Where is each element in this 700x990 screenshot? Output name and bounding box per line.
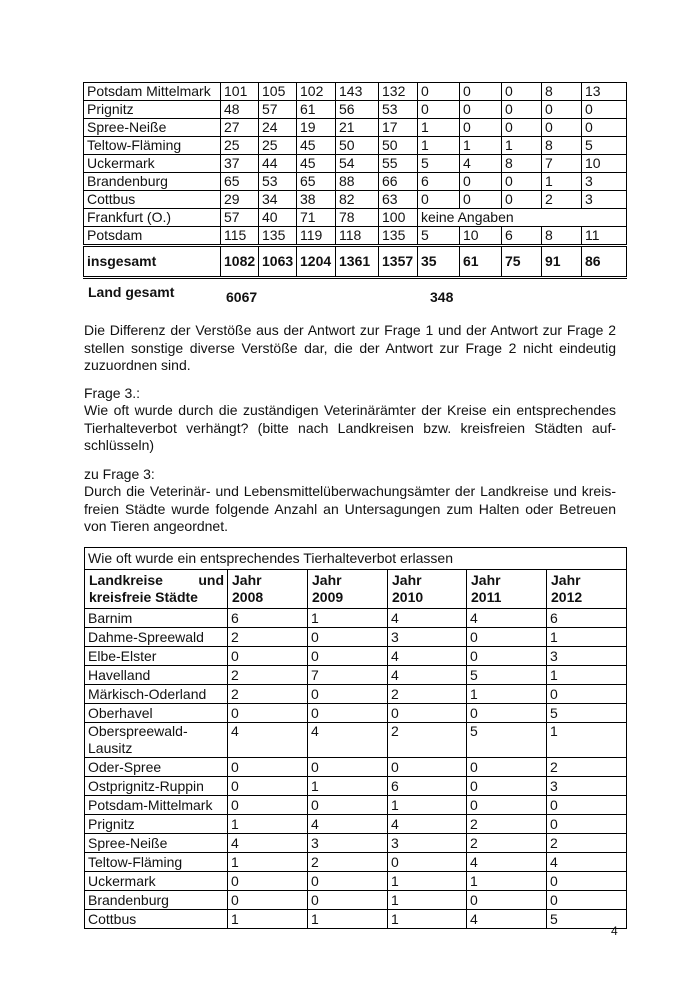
header-year: Jahr 2012 [547,570,627,609]
table-cell: 0 [502,83,542,101]
table-cell: Potsdam-Mittelmark [85,796,228,815]
table-cell: 5 [547,704,627,723]
table-cell: 5 [418,155,460,173]
table-cell: 6 [547,609,627,628]
table-cell: 50 [336,137,379,155]
table-cell: 0 [418,191,460,209]
land-gesamt-label: Land gesamt [88,284,175,300]
table-cell: 5 [467,723,547,758]
table-cell: Uckermark [84,155,221,173]
table-cell: 8 [502,155,542,173]
table-cell: 1361 [336,246,379,278]
table-cell: 61 [460,246,502,278]
table-cell: 1 [547,666,627,685]
table-cell: 1 [308,910,388,929]
table-cell: 1 [388,796,467,815]
table-cell: 3 [388,834,467,853]
table-cell: 55 [379,155,418,173]
table-cell: Teltow-Fläming [84,137,221,155]
table-cell: 0 [308,872,388,891]
table-cell: 118 [336,227,379,246]
table-cell: 25 [221,137,259,155]
table-cell: 1 [388,910,467,929]
table-cell: 35 [418,246,460,278]
table-cell: Potsdam [84,227,221,246]
table-cell: 135 [259,227,297,246]
table-row [84,209,627,227]
table-cell: 3 [582,173,627,191]
table-cell: 2 [547,834,627,853]
table-cell: 0 [308,685,388,704]
table-row [85,723,627,758]
table-cell: 0 [547,685,627,704]
table-cell: 44 [259,155,297,173]
tierhalteverbot-table [84,547,627,929]
table-cell: 54 [336,155,379,173]
answer-3-label: zu Frage 3: [84,466,155,482]
table-cell: 119 [297,227,336,246]
table-row [85,758,627,777]
table-cell: 4 [547,853,627,872]
table-row [85,704,627,723]
table-cell: 0 [467,758,547,777]
table-cell: 2 [542,191,582,209]
table-cell: 5 [582,137,627,155]
table-row [85,815,627,834]
table-cell: Frankfurt (O.) [84,209,221,227]
table-cell: 63 [379,191,418,209]
header-year: Jahr 2008 [228,570,308,609]
header-year: Jahr 2009 [308,570,388,609]
table-cell: 0 [467,704,547,723]
table-cell: Ostprignitz-Ruppin [85,777,228,796]
table-row [85,796,627,815]
paragraph-difference: Die Differenz der Verstöße aus der Antwort zur Frage 1 und der Antwort zur Frage 2 stellen sonstige diverse Verstöße dar, die der Antwort zur Frage 2 nicht eindeutig zuzuordnen sind. [84,322,616,373]
table-cell: 1 [228,853,308,872]
table-cell: 4 [308,815,388,834]
table-cell: 135 [379,227,418,246]
table-cell: 2 [228,666,308,685]
table-cell: 82 [336,191,379,209]
table-cell: Dahme-Spreewald [85,628,228,647]
violations-table-continued [83,82,627,279]
table-cell: 0 [228,796,308,815]
table-cell: 0 [460,173,502,191]
table-cell: 1204 [297,246,336,278]
table-cell: 0 [547,796,627,815]
table-cell: 4 [228,834,308,853]
table-cell: 3 [308,834,388,853]
table-cell: Cottbus [84,191,221,209]
table-cell: 4 [388,609,467,628]
table-cell: 19 [297,119,336,137]
table-cell: 34 [259,191,297,209]
table-cell: 0 [418,101,460,119]
table-cell: 0 [308,758,388,777]
table-cell: 132 [379,83,418,101]
table-cell: 6 [388,777,467,796]
table-row [84,227,627,246]
table-cell: 0 [502,119,542,137]
table-cell: 4 [308,723,388,758]
table-cell: 1357 [379,246,418,278]
land-gesamt-value-b: 348 [430,289,454,305]
table-cell: 2 [388,723,467,758]
table-cell: 1 [308,777,388,796]
table-cell: 24 [259,119,297,137]
land-gesamt-value-a: 6067 [226,289,258,305]
table-cell: 4 [228,723,308,758]
table-cell: Märkisch-Oderland [85,685,228,704]
table-cell: 66 [379,173,418,191]
table-cell: 102 [297,83,336,101]
table-cell: 1 [460,137,502,155]
table-cell: 27 [221,119,259,137]
table-cell: 143 [336,83,379,101]
table-cell: Uckermark [85,872,228,891]
table-cell: 1 [308,609,388,628]
table-cell: 6 [502,227,542,246]
table-cell: 0 [388,758,467,777]
table-cell: 0 [502,173,542,191]
table-cell: keine Angaben [418,209,627,227]
table-cell: 2 [467,815,547,834]
table-row [85,872,627,891]
table-cell: 5 [418,227,460,246]
table-row [85,609,627,628]
table-cell: 2 [547,758,627,777]
table-cell: 4 [388,647,467,666]
table-cell: 6 [228,609,308,628]
table-row [85,647,627,666]
table-cell: 61 [297,101,336,119]
table-cell: 1063 [259,246,297,278]
header-year: Jahr 2011 [467,570,547,609]
table-cell: 1 [467,872,547,891]
table-cell: 86 [582,246,627,278]
table-cell: 1 [547,723,627,758]
table-cell: 0 [228,777,308,796]
table-cell: 11 [582,227,627,246]
table-cell: 3 [547,777,627,796]
table-cell: 0 [467,796,547,815]
table-cell: Brandenburg [84,173,221,191]
table-cell: 5 [467,666,547,685]
table-cell: 105 [259,83,297,101]
table-cell: Oberspreewald-Lausitz [85,723,228,758]
table-cell: 2 [228,685,308,704]
table-row [85,666,627,685]
table-cell: 2 [228,628,308,647]
table-cell: 0 [308,796,388,815]
table-cell: 65 [297,173,336,191]
table-row [85,834,627,853]
table-cell: 10 [460,227,502,246]
table-cell: 45 [297,155,336,173]
table-cell: 1 [228,815,308,834]
table-cell: Prignitz [85,815,228,834]
table-cell: 3 [547,647,627,666]
table-cell: 3 [388,628,467,647]
table-cell: 0 [228,891,308,910]
table-cell: 0 [308,891,388,910]
table-cell: 10 [582,155,627,173]
question-3-label: Frage 3.: [84,385,141,401]
table-cell: Barnim [85,609,228,628]
table-cell: 29 [221,191,259,209]
table-cell: Cottbus [85,910,228,929]
table-cell: 0 [542,119,582,137]
table-cell: 100 [379,209,418,227]
table-cell: 0 [308,704,388,723]
table-cell: 57 [221,209,259,227]
table-cell: 48 [221,101,259,119]
table-cell: 0 [308,647,388,666]
table-cell: 1 [542,173,582,191]
answer-3-text: Durch die Veterinär- und Lebensmittelüberwachungsämter der Landkreise und kreis-freien Städte wurde folgende Anzahl an Untersagungen zum Halten oder Betreuen von Tieren angeordnet. [84,483,616,534]
table-cell: 4 [467,853,547,872]
table-cell: 0 [460,101,502,119]
table-cell: Spree-Neiße [85,834,228,853]
table-cell: 1 [388,872,467,891]
table-row [84,119,627,137]
table-cell: 4 [467,910,547,929]
table-cell: 0 [542,101,582,119]
table-cell: 1 [418,137,460,155]
table-row [84,155,627,173]
table-cell: 88 [336,173,379,191]
table-cell: 6 [418,173,460,191]
table-cell: 4 [388,815,467,834]
table-row [84,83,627,101]
table-cell: 0 [502,101,542,119]
table-cell: 17 [379,119,418,137]
table-row [84,173,627,191]
table-row [85,777,627,796]
table-cell: 2 [388,685,467,704]
table-cell: 0 [467,777,547,796]
table-cell: 5 [547,910,627,929]
table-cell: Elbe-Elster [85,647,228,666]
table-cell: 101 [221,83,259,101]
table-cell: Prignitz [84,101,221,119]
table-cell: 25 [259,137,297,155]
table-cell: 8 [542,227,582,246]
table-cell: 0 [467,647,547,666]
table-cell: 0 [502,191,542,209]
header-landkreise: Landkreise und kreisfreie Städte [85,570,228,609]
table-row [84,101,627,119]
table-cell: 2 [467,834,547,853]
table-cell: 0 [460,191,502,209]
table-row [84,137,627,155]
table-cell: 0 [418,83,460,101]
table-cell: 53 [379,101,418,119]
table-cell: 4 [467,609,547,628]
table-cell: 0 [228,704,308,723]
table-cell: 8 [542,83,582,101]
table-row [84,246,627,278]
table-cell: Oberhavel [85,704,228,723]
table-row [85,853,627,872]
table-cell: 0 [228,758,308,777]
table-cell: 8 [542,137,582,155]
table-cell: 1 [467,685,547,704]
table-cell: Spree-Neiße [84,119,221,137]
table-cell: 45 [297,137,336,155]
table-cell: 0 [547,872,627,891]
table-cell: 1 [228,910,308,929]
table-cell: 1 [502,137,542,155]
table-row [85,628,627,647]
table-cell: 0 [460,119,502,137]
table-cell: 71 [297,209,336,227]
table-cell: 7 [308,666,388,685]
table-cell: 40 [259,209,297,227]
table-cell: 57 [259,101,297,119]
table-cell: 1 [418,119,460,137]
table-cell: 53 [259,173,297,191]
table-cell: 0 [547,891,627,910]
table-cell: 37 [221,155,259,173]
table-cell: Havelland [85,666,228,685]
table-cell: 0 [547,815,627,834]
table-row [85,685,627,704]
table-cell: 0 [388,704,467,723]
table-cell: 1 [388,891,467,910]
header-year: Jahr 2010 [388,570,467,609]
table-cell: 0 [467,891,547,910]
table-cell: insgesamt [84,246,221,278]
table-caption: Wie oft wurde ein entsprechendes Tierhalteverbot erlassen [85,548,627,570]
table-cell: 1082 [221,246,259,278]
table-cell: 75 [502,246,542,278]
table-cell: 4 [460,155,502,173]
table-cell: 0 [582,101,627,119]
table-row [85,891,627,910]
table-cell: 115 [221,227,259,246]
table-cell: 91 [542,246,582,278]
table-cell: 0 [582,119,627,137]
table-cell: 4 [388,666,467,685]
table-cell: 0 [388,853,467,872]
table-cell: 0 [308,628,388,647]
table-cell: 2 [308,853,388,872]
question-3-text: Wie oft wurde durch die zuständigen Veterinärämter der Kreise ein entsprechendes Tierhalteverbot verhängt? (bitte nach Landkreisen bzw. kreisfreien Städten auf-schlüsseln) [84,402,616,453]
page-number: 4 [611,924,618,938]
table-cell: 65 [221,173,259,191]
table-cell: 7 [542,155,582,173]
table-cell: 3 [582,191,627,209]
table-cell: Brandenburg [85,891,228,910]
table-cell: 1 [547,628,627,647]
table-cell: 38 [297,191,336,209]
table-cell: 56 [336,101,379,119]
table-cell: 50 [379,137,418,155]
table-cell: 0 [228,872,308,891]
table-cell: 21 [336,119,379,137]
table-row [85,910,627,929]
table-cell: Potsdam Mittelmark [84,83,221,101]
table-cell: Oder-Spree [85,758,228,777]
table-cell: 0 [467,628,547,647]
table-cell: Teltow-Fläming [85,853,228,872]
table-cell: 0 [460,83,502,101]
table-cell: 13 [582,83,627,101]
table-cell: 0 [228,647,308,666]
table-cell: 78 [336,209,379,227]
table-row [84,191,627,209]
